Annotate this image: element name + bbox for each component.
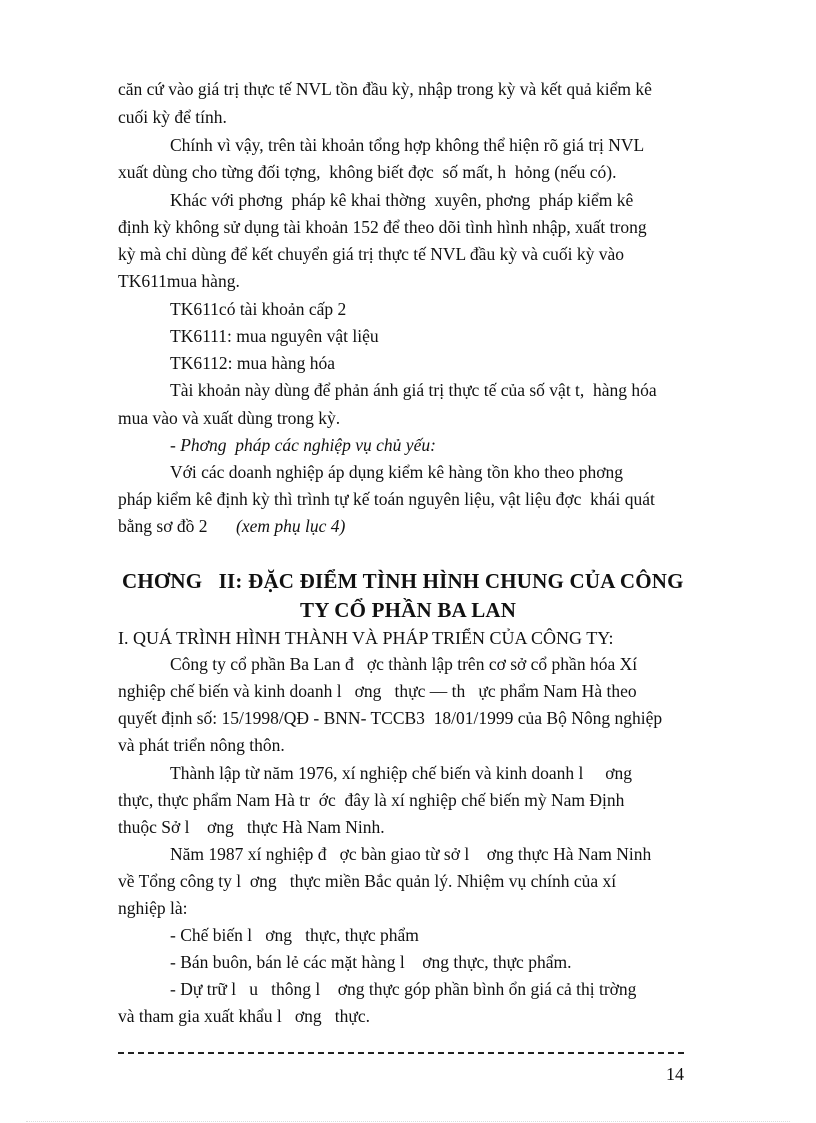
text-line: về Tổng công ty l ơng thực miền Bắc quản lý. Nhiệm vụ chính của xí	[118, 871, 617, 891]
text-line: TK611có tài khoản cấp 2	[170, 299, 347, 319]
text-line: quyết định số: 15/1998/QĐ - BNN- TCCB3 18/01/1999 của Bộ Nông nghiệp	[118, 708, 663, 728]
text-line: và phát triển nông thôn.	[118, 735, 285, 755]
text-line: Với các doanh nghiệp áp dụng kiểm kê hàng tồn kho theo phơng	[170, 462, 623, 482]
text-line: thuộc Sở l ơng thực Hà Nam Ninh.	[118, 817, 385, 837]
page-number: 14	[666, 1064, 684, 1084]
text-line: căn cứ vào giá trị thực tế NVL tồn đầu kỳ, nhập trong kỳ và kết quả kiểm kê	[118, 79, 652, 99]
text-line: Chính vì vậy, trên tài khoản tổng hợp không thể hiện rõ giá trị NVL	[170, 135, 645, 155]
text-line: Khác với phơng pháp kê khai thờng xuyên, phơng pháp kiểm kê	[170, 190, 634, 210]
list-item: - Dự trữ l u thông l ơng thực góp phần bình ổn giá cả thị trờng	[170, 979, 637, 999]
section-heading: I. QUÁ TRÌNH HÌNH THÀNH VÀ PHÁP TRIỂN CỦA CÔNG TY:	[118, 628, 614, 648]
text-line: Năm 1987 xí nghiệp đ ợc bàn giao từ sở l ơng thực Hà Nam Ninh	[170, 844, 652, 864]
text-line: Công ty cổ phần Ba Lan đ ợc thành lập trên cơ sở cổ phần hóa Xí	[170, 654, 638, 674]
page-edge-divider	[26, 1121, 790, 1122]
chapter-heading-line1: CHƠNG II: ĐẶC ĐIỂM TÌNH HÌNH CHUNG CỦA CÔNG	[122, 569, 684, 593]
text-line: Thành lập từ năm 1976, xí nghiệp chế biến và kinh doanh l ơng	[170, 763, 632, 783]
text-line-italic: - Phơng pháp các nghiệp vụ chủ yếu:	[170, 435, 436, 455]
text-line: nghiệp chế biến và kinh doanh l ơng thực — th ực phẩm Nam Hà theo	[118, 681, 637, 701]
text-line: nghiệp là:	[118, 898, 188, 918]
text-line: TK6111: mua nguyên vật liệu	[170, 326, 379, 346]
list-item: - Bán buôn, bán lẻ các mặt hàng l ơng thực, thực phẩm.	[170, 952, 572, 972]
text-line: mua vào và xuất dùng trong kỳ.	[118, 408, 341, 428]
text-line: xuất dùng cho từng đối tợng, không biết đợc số mất, h hỏng (nếu có).	[118, 162, 617, 182]
text-line: TK611mua hàng.	[118, 271, 240, 291]
text-line: pháp kiểm kê định kỳ thì trình tự kế toán nguyên liệu, vật liệu đợc khái quát	[118, 489, 655, 509]
appendix-reference: (xem phụ lục 4)	[236, 516, 346, 536]
text-line: định kỳ không sử dụng tài khoản 152 để theo dõi tình hình nhập, xuất trong	[118, 217, 647, 237]
chapter-heading-line2: TY CỔ PHẦN BA LAN	[300, 598, 517, 622]
text-line: Tài khoản này dùng để phản ánh giá trị thực tế của số vật t, hàng hóa	[170, 380, 657, 400]
list-item: - Chế biến l ơng thực, thực phẩm	[170, 925, 419, 945]
text-line: cuối kỳ để tính.	[118, 107, 227, 127]
text-line: TK6112: mua hàng hóa	[170, 353, 336, 373]
text-line: và tham gia xuất khẩu l ơng thực.	[118, 1006, 371, 1026]
footer-divider	[118, 1052, 684, 1054]
text-line: kỳ mà chỉ dùng để kết chuyển giá trị thực tế NVL đầu kỳ và cuối kỳ vào	[118, 244, 624, 264]
text-line: bằng sơ đồ 2	[118, 516, 208, 536]
text-line: thực, thực phẩm Nam Hà tr ớc đây là xí nghiệp chế biến mỳ Nam Định	[118, 790, 625, 810]
